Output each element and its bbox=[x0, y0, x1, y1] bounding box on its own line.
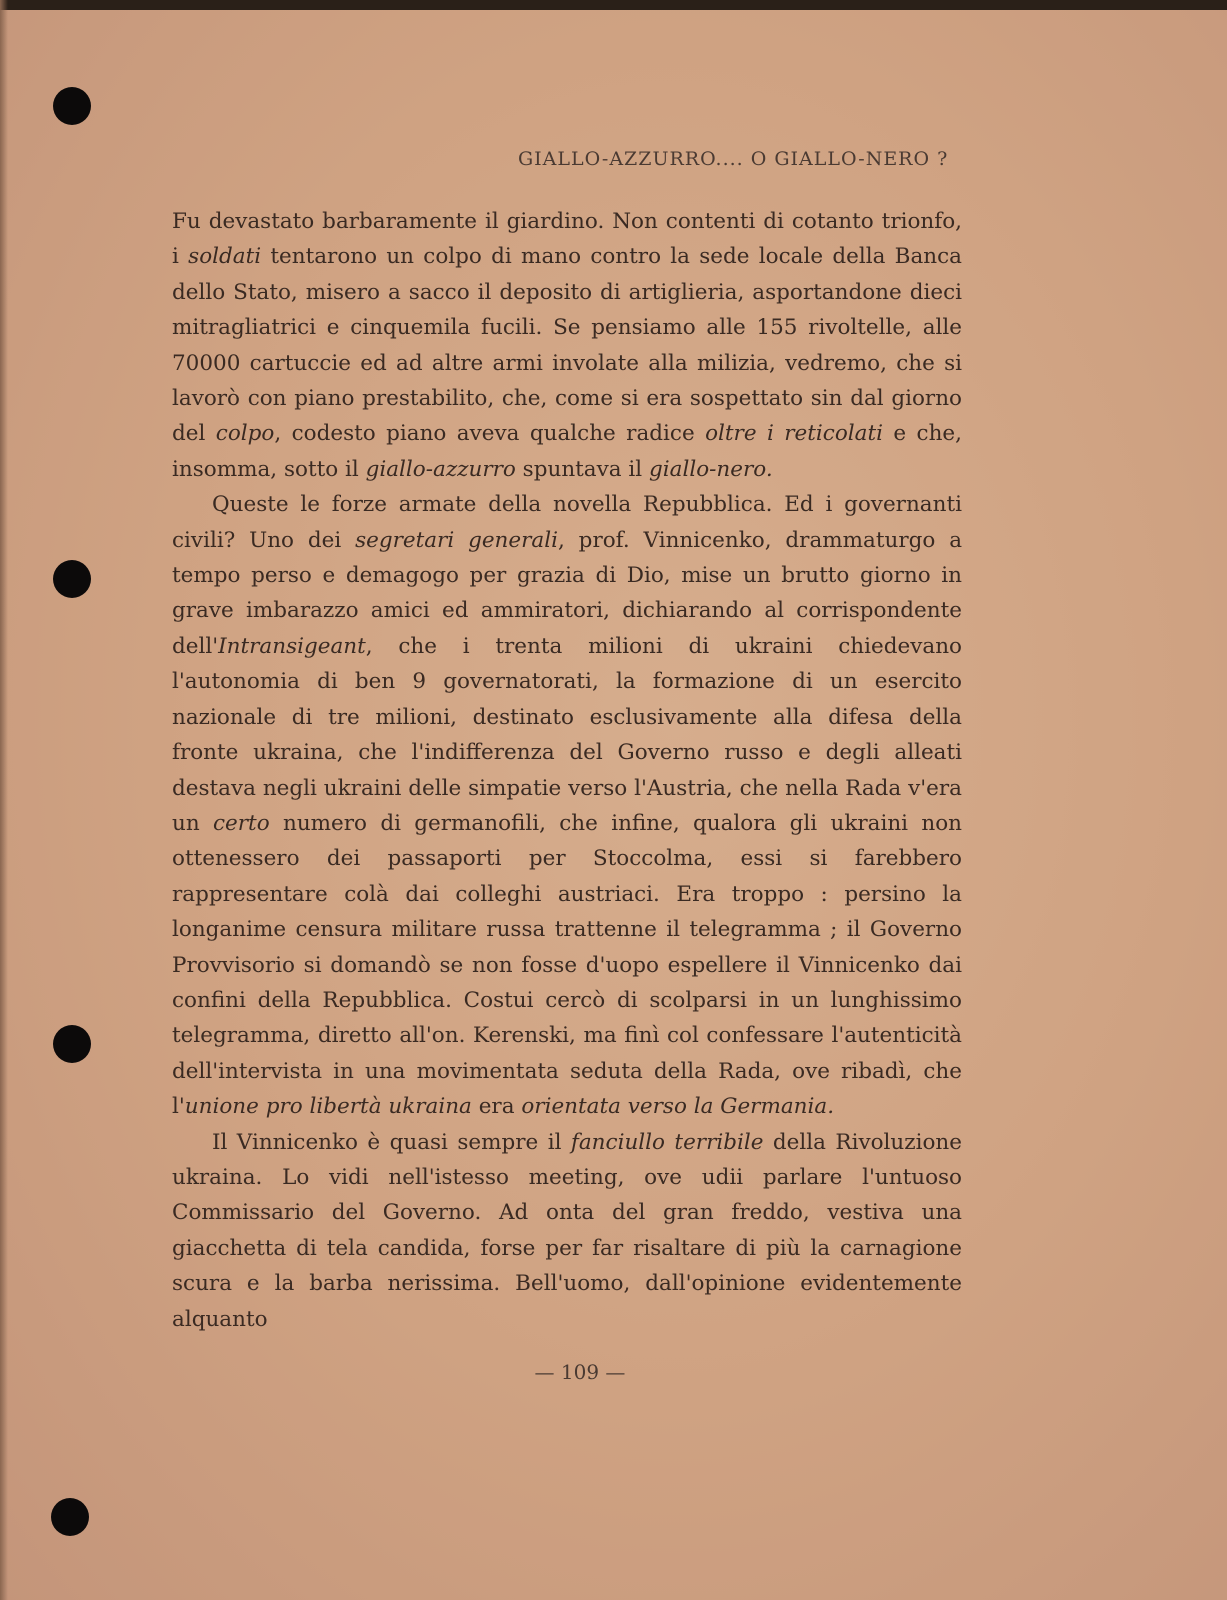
scan-top-edge bbox=[0, 0, 1227, 10]
text-run: era bbox=[471, 1094, 522, 1120]
paragraph bbox=[172, 487, 962, 1124]
italic-run: colpo bbox=[215, 421, 275, 447]
text-run: Queste le forze armate della novella Repubblica. Ed i governanti civili? Uno dei bbox=[172, 492, 962, 553]
running-head: GIALLO-AZZURRO.... O GIALLO-NERO ? bbox=[518, 148, 949, 170]
paragraph bbox=[172, 1125, 962, 1337]
italic-run: fanciullo terribile bbox=[570, 1129, 764, 1155]
body-text bbox=[172, 204, 962, 1337]
text-run: Il Vinnicenko è quasi sempre il bbox=[212, 1129, 571, 1155]
text-run: , codesto piano aveva qualche radice bbox=[274, 421, 706, 447]
punch-hole-2 bbox=[53, 560, 91, 598]
italic-run: giallo-nero. bbox=[649, 456, 773, 482]
punch-hole-4 bbox=[51, 1498, 89, 1536]
page-number: — 109 — bbox=[534, 1360, 626, 1384]
italic-run: orientata verso la Germania. bbox=[521, 1094, 835, 1120]
text-run: , che i trenta milioni di ukraini chiedevano l'autonomia di ben 9 governatorati, la formazione di un esercito nazionale di tre milioni, destinato esclusivamente alla difesa della fronte ukraina, che l'indifferenza del Governo russo e degli alleati destava negli ukraini delle simpatie verso l'Austria, che nella Rada v'era un bbox=[172, 633, 962, 836]
paragraph bbox=[172, 204, 962, 487]
text-run: e che, insomma, sotto il bbox=[172, 421, 962, 482]
italic-run: Intransigeant bbox=[218, 633, 366, 659]
punch-hole-1 bbox=[53, 87, 91, 125]
text-run: , prof. Vinnicenko, drammaturgo a tempo perso e demagogo per grazia di Dio, mise un brutto giorno in grave imbarazzo amici ed ammiratori, dichiarando al corrispondente dell' bbox=[172, 527, 963, 659]
italic-run: certo bbox=[213, 810, 270, 836]
text-run: Fu devastato barbaramente il giardino. Non contenti di cotanto trionfo, i bbox=[172, 209, 962, 270]
text-run: della Rivoluzione ukraina. Lo vidi nell'istesso meeting, ove udii parlare l'untuoso Commissario del Governo. Ad onta del gran freddo, vestiva una giacchetta di tela candida, forse per far risaltare di più la carnagione scura e la barba nerissima. Bell'uomo, dall'opinione evidentemente alquanto bbox=[172, 1129, 962, 1332]
italic-run: segretari generali bbox=[355, 527, 558, 553]
italic-run: oltre i reticolati bbox=[705, 421, 883, 447]
text-run: spuntava il bbox=[515, 456, 650, 482]
text-run: numero di germanofili, che infine, qualora gli ukraini non ottenessero dei passaporti per Stoccolma, essi si farebbero rappresentare colà dai colleghi austriaci. Era troppo : persino la longanime censura militare russa trattenne il telegramma ; il Governo Provvisorio si domandò se non fosse d'uopo espellere il Vinnicenko dai confini della Repubblica. Costui cercò di scolparsi in un lunghissimo telegramma, diretto all'on. Kerenski, ma finì col confessare l'autenticità dell'intervista in una movimentata seduta della Rada, ove ribadì, che l' bbox=[172, 810, 962, 1120]
italic-run: unione pro libertà ukraina bbox=[184, 1094, 472, 1120]
italic-run: soldati bbox=[188, 244, 262, 270]
text-run: tentarono un colpo di mano contro la sede locale della Banca dello Stato, misero a sacco il deposito di artiglieria, asportandone dieci mitragliatrici e cinquemila fucili. Se pensiamo alle 155 rivoltelle, alle 70000 cartuccie ed ad altre armi involate alla milizia, vedremo, che si lavorò con piano prestabilito, che, come si era sospettato sin dal giorno del bbox=[172, 244, 962, 447]
punch-hole-3 bbox=[53, 1025, 91, 1063]
italic-run: giallo-azzurro bbox=[365, 456, 516, 482]
